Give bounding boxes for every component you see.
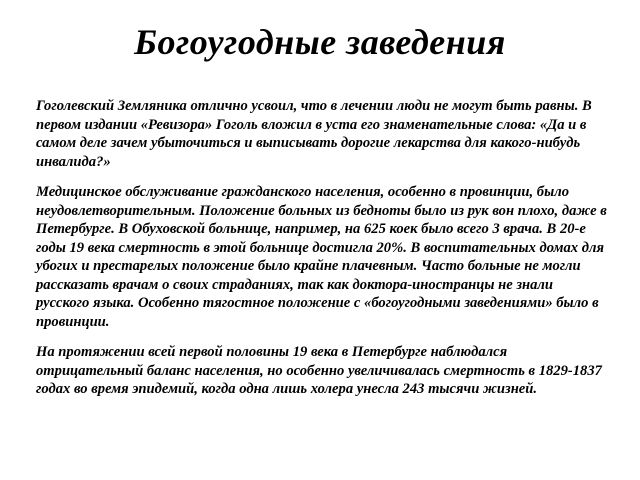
slide-body — [36, 97, 608, 411]
paragraph-zemlyanika: Гоголевский Земляника отлично усвоил, что в лечении люди не могут быть равны. В первом издании «Ревизора» Гоголь вложил в уста его знаменательные слова: «Да и в самом деле зачем убыточиться и выписывать дорогие лекарства для какого-нибудь инвалида?» — [36, 98, 592, 170]
paragraph-mortality: На протяжении всей первой половины 19 века в Петербурге наблюдался отрицательный баланс населения, но особенно увеличивалась смертность в 1829-1837 годах во время эпидемий, когда одна лишь холера унесла 243 тысячи жизней. — [36, 344, 602, 397]
slide-title: Богоугодные заведения — [134, 22, 506, 62]
paragraph-medical-care: Медицинское обслуживание гражданского населения, особенно в провинции, было неудовлетворительным. Положение больных из бедноты было из рук вон плохо, даже в Петербурге. В Обуховской больнице, например, на 625 коек было всего 3 врача. В 20-е годы 19 века смертность в этой больнице достигла 20%. В воспитательных домах для убогих и престарелых положение было крайне плачевным. Часто больные не могли рассказать врачам о своих страданиях, так как доктора-иностранцы не знали русского языка. Особенно тягостное положение с «богоугодными заведениями» было в провинции. — [36, 184, 607, 330]
